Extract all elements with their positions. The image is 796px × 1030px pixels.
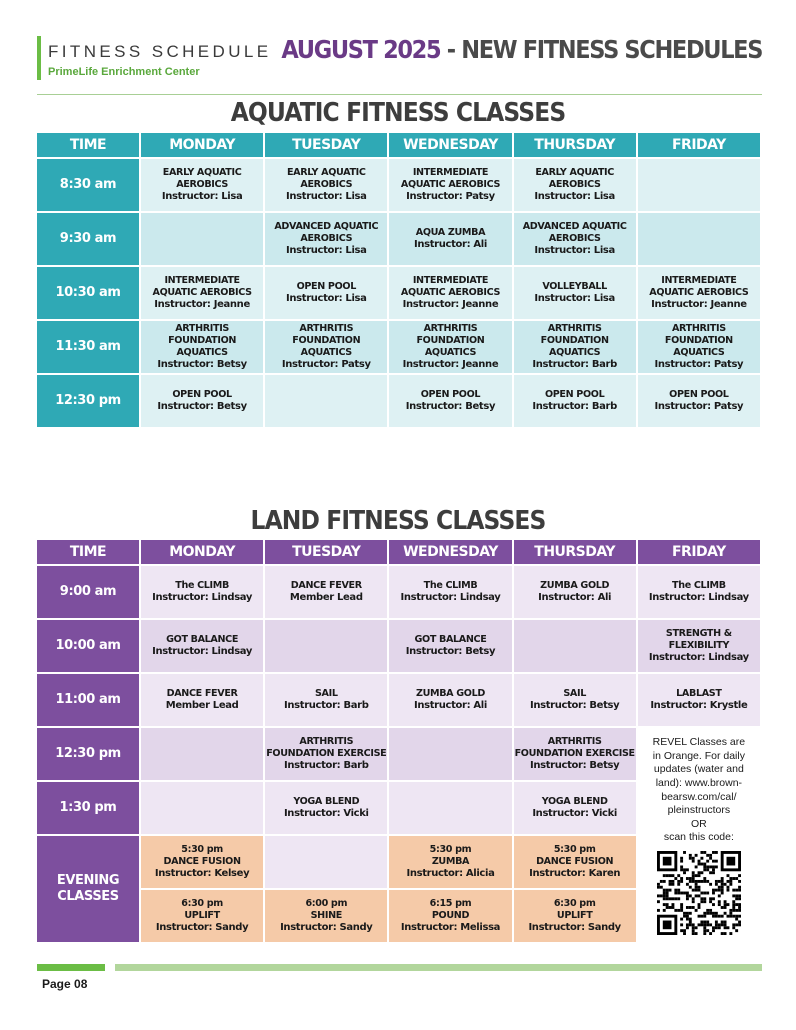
class-name: ZUMBA [431, 855, 470, 867]
class-time: 6:30 pm [181, 897, 223, 909]
class-name: YOGA BLEND [541, 795, 608, 807]
class-instructor: Instructor: Ali [538, 591, 612, 603]
class-instructor: Instructor: Betsy [405, 645, 496, 657]
class-cell [514, 890, 636, 942]
class-cell [514, 782, 636, 834]
class-cell [265, 566, 387, 618]
col-header-monday: MONDAY [141, 540, 263, 564]
class-name: The CLIMB [175, 579, 229, 591]
class-name: ARTHRITIS FOUNDATION AQUATICS [664, 322, 733, 358]
info-text-line: updates (water and [653, 763, 744, 776]
class-name: GOT BALANCE [166, 633, 239, 645]
class-name: ARTHRITIS FOUNDATION AQUATICS [292, 322, 361, 358]
headline-month: AUGUST 2025 [281, 35, 441, 64]
class-cell [514, 213, 636, 265]
class-instructor: Instructor: Krystle [650, 699, 748, 711]
time-slot: 8:30 am [37, 159, 139, 211]
info-text-line: land): www.brown- [655, 776, 743, 789]
table-row [37, 620, 760, 672]
class-name: ARTHRITIS FOUNDATION AQUATICS [540, 322, 609, 358]
class-instructor: Instructor: Alicia [406, 867, 495, 879]
class-instructor: Instructor: Melissa [400, 921, 501, 933]
class-cell [389, 267, 511, 319]
class-instructor: Member Lead [165, 699, 239, 711]
col-header-time: TIME [37, 540, 139, 564]
class-cell [141, 728, 263, 780]
class-name: ADVANCED AQUATIC AEROBICS [522, 220, 627, 244]
header-subtitle: PrimeLife Enrichment Center [48, 66, 200, 78]
class-instructor: Instructor: Patsy [406, 190, 495, 202]
class-instructor: Instructor: Lisa [534, 292, 615, 304]
class-time: 6:15 pm [429, 897, 472, 909]
class-instructor: Instructor: Ali [413, 238, 487, 250]
qr-code-icon[interactable] [657, 851, 741, 935]
class-cell [638, 566, 760, 618]
table-row [37, 728, 760, 780]
class-time: 5:30 pm [553, 843, 596, 855]
class-name: EARLY AQUATIC AEROBICS [286, 166, 366, 190]
class-name: GOT BALANCE [414, 633, 487, 645]
class-name: LABLAST [676, 687, 722, 699]
class-instructor: Instructor: Barb [284, 699, 369, 711]
col-header-thursday: THURSDAY [514, 133, 636, 157]
class-cell [514, 159, 636, 211]
class-name: ZUMBA GOLD [415, 687, 485, 699]
class-instructor: Instructor: Karen [529, 867, 621, 879]
table-row [37, 267, 760, 319]
class-cell [389, 782, 511, 834]
time-slot: 10:30 am [37, 267, 139, 319]
class-cell [638, 620, 760, 672]
headline-rest: - NEW FITNESS SCHEDULES [440, 35, 762, 64]
class-instructor: Instructor: Sandy [280, 921, 373, 933]
class-cell [265, 890, 387, 942]
class-instructor: Instructor: Barb [284, 759, 369, 771]
class-name: VOLLEYBALL [542, 280, 607, 292]
class-instructor: Instructor: Lisa [286, 190, 367, 202]
class-cell [638, 267, 760, 319]
class-name: EARLY AQUATIC AEROBICS [535, 166, 614, 190]
class-cell [141, 267, 263, 319]
time-slot: 11:00 am [37, 674, 139, 726]
class-cell [638, 321, 760, 373]
time-slot: 1:30 pm [37, 782, 139, 834]
col-header-friday: FRIDAY [638, 540, 760, 564]
class-name: The CLIMB [672, 579, 726, 591]
time-slot: 11:30 am [37, 321, 139, 373]
col-header-wednesday: WEDNESDAY [389, 133, 511, 157]
class-name: OPEN POOL [544, 388, 605, 400]
evening-classes-label: EVENING CLASSES [37, 836, 139, 942]
table-row [37, 566, 760, 618]
class-cell [265, 159, 387, 211]
class-instructor: Instructor: Patsy [654, 358, 744, 370]
class-name: AQUA ZUMBA [415, 226, 486, 238]
class-name: DANCE FEVER [166, 687, 238, 699]
class-time: 5:30 pm [181, 843, 223, 855]
class-instructor: Instructor: Jeanne [154, 298, 250, 310]
class-cell [141, 836, 263, 888]
class-instructor: Instructor: Patsy [654, 400, 744, 412]
class-cell [389, 159, 511, 211]
class-instructor: Instructor: Barb [532, 358, 617, 370]
class-instructor: Instructor: Jeanne [651, 298, 747, 310]
header-title: FITNESS SCHEDULE [48, 42, 272, 61]
class-cell [389, 375, 511, 427]
class-name: The CLIMB [423, 579, 478, 591]
col-header-thursday: THURSDAY [514, 540, 636, 564]
class-instructor: Member Lead [289, 591, 363, 603]
class-time: 6:00 pm [305, 897, 348, 909]
class-cell [389, 566, 511, 618]
class-name: DANCE FEVER [290, 579, 362, 591]
header-divider [37, 94, 762, 95]
class-instructor: Instructor: Vicki [283, 807, 369, 819]
table-row [37, 213, 760, 265]
class-instructor: Instructor: Betsy [157, 358, 247, 370]
class-instructor: Instructor: Betsy [529, 699, 620, 711]
col-header-wednesday: WEDNESDAY [389, 540, 511, 564]
class-name: STRENGTH & FLEXIBILITY [665, 627, 732, 651]
class-instructor: Instructor: Betsy [405, 400, 496, 412]
class-cell [389, 728, 511, 780]
class-instructor: Instructor: Lisa [534, 244, 615, 256]
land-header-row [37, 540, 760, 564]
class-instructor: Instructor: Sandy [528, 921, 621, 933]
class-instructor: Instructor: Lisa [534, 190, 615, 202]
class-instructor: Instructor: Patsy [281, 358, 371, 370]
info-text-line: pleinstructors [667, 804, 731, 817]
class-instructor: Instructor: Vicki [532, 807, 617, 819]
class-cell [514, 674, 636, 726]
table-row [37, 674, 760, 726]
class-cell [514, 375, 636, 427]
class-time: 5:30 pm [429, 843, 472, 855]
class-cell [638, 375, 760, 427]
class-name: ARTHRITIS FOUNDATION AQUATICS [416, 322, 485, 358]
col-header-time: TIME [37, 133, 139, 157]
class-name: ARTHRITIS FOUNDATION EXERCISE [266, 735, 387, 759]
land-section-title: LAND FITNESS CLASSES [250, 506, 546, 536]
class-instructor: Instructor: Lisa [286, 292, 367, 304]
class-name: EARLY AQUATIC AEROBICS [162, 166, 242, 190]
col-header-friday: FRIDAY [638, 133, 760, 157]
class-cell [265, 321, 387, 373]
footer-accent-bar [37, 964, 105, 971]
class-cell [265, 728, 387, 780]
class-cell [141, 566, 263, 618]
class-cell [389, 620, 511, 672]
class-name: INTERMEDIATE AQUATIC AEROBICS [152, 274, 252, 298]
class-name: SHINE [310, 909, 342, 921]
aquatic-header-row [37, 133, 760, 157]
class-instructor: Instructor: Lindsay [152, 645, 253, 657]
class-cell [265, 782, 387, 834]
class-cell [265, 674, 387, 726]
time-slot: 12:30 pm [37, 375, 139, 427]
class-name: OPEN POOL [172, 388, 232, 400]
class-cell [265, 836, 387, 888]
page-headline [281, 35, 762, 64]
class-instructor: Instructor: Betsy [529, 759, 620, 771]
info-text-line: in Orange. For daily [652, 749, 745, 762]
class-cell [389, 213, 511, 265]
class-cell [141, 890, 263, 942]
time-slot: 10:00 am [37, 620, 139, 672]
class-cell [514, 620, 636, 672]
class-cell [141, 782, 263, 834]
aquatic-schedule-table [35, 131, 762, 429]
class-name: ARTHRITIS FOUNDATION AQUATICS [168, 322, 237, 358]
time-slot: 12:30 pm [37, 728, 139, 780]
info-text-line: OR [691, 817, 707, 830]
col-header-monday: MONDAY [141, 133, 263, 157]
page-number: Page 08 [42, 977, 88, 991]
class-instructor: Instructor: Jeanne [402, 358, 499, 370]
time-slot: 9:30 am [37, 213, 139, 265]
class-instructor: Instructor: Kelsey [154, 867, 250, 879]
class-instructor: Instructor: Barb [532, 400, 617, 412]
class-cell [141, 213, 263, 265]
aquatic-section-title: AQUATIC FITNESS CLASSES [230, 98, 566, 128]
class-cell [514, 566, 636, 618]
class-instructor: Instructor: Lindsay [648, 591, 749, 603]
class-cell [265, 267, 387, 319]
class-time: 6:30 pm [553, 897, 596, 909]
time-slot: 9:00 am [37, 566, 139, 618]
col-header-tuesday: TUESDAY [265, 133, 387, 157]
class-instructor: Instructor: Betsy [157, 400, 247, 412]
class-name: YOGA BLEND [293, 795, 360, 807]
class-name: INTERMEDIATE AQUATIC AEROBICS [649, 274, 749, 298]
class-name: UPLIFT [556, 909, 593, 921]
class-instructor: Instructor: Lisa [161, 190, 243, 202]
header-accent-bar [37, 36, 41, 80]
class-cell [389, 836, 511, 888]
class-cell [265, 375, 387, 427]
class-instructor: Instructor: Lisa [286, 244, 367, 256]
class-cell [141, 674, 263, 726]
class-instructor: Instructor: Lindsay [152, 591, 253, 603]
class-name: OPEN POOL [296, 280, 356, 292]
class-cell [514, 267, 636, 319]
class-cell [638, 213, 760, 265]
class-name: DANCE FUSION [536, 855, 614, 867]
class-name: UPLIFT [184, 909, 220, 921]
class-cell [514, 836, 636, 888]
class-name: OPEN POOL [420, 388, 481, 400]
class-instructor: Instructor: Lindsay [400, 591, 501, 603]
class-name: ADVANCED AQUATIC AEROBICS [274, 220, 379, 244]
class-instructor: Instructor: Jeanne [402, 298, 499, 310]
class-name: ARTHRITIS FOUNDATION EXERCISE [514, 735, 635, 759]
class-name: ZUMBA GOLD [540, 579, 610, 591]
table-row [37, 159, 760, 211]
land-schedule-table [35, 538, 762, 944]
class-name: SAIL [563, 687, 586, 699]
class-name: INTERMEDIATE AQUATIC AEROBICS [400, 166, 501, 190]
class-cell [389, 890, 511, 942]
footer-divider-bar [115, 964, 762, 971]
class-cell [141, 321, 263, 373]
class-cell [389, 321, 511, 373]
class-name: OPEN POOL [669, 388, 729, 400]
class-name: POUND [431, 909, 470, 921]
class-name: INTERMEDIATE AQUATIC AEROBICS [400, 274, 501, 298]
class-instructor: Instructor: Sandy [155, 921, 249, 933]
class-cell [514, 728, 636, 780]
class-cell [514, 321, 636, 373]
class-cell [265, 620, 387, 672]
class-name: SAIL [314, 687, 338, 699]
class-name: DANCE FUSION [163, 855, 241, 867]
class-instructor: Instructor: Ali [413, 699, 487, 711]
table-row [37, 375, 760, 427]
class-instructor: Instructor: Lindsay [648, 651, 749, 663]
class-cell [638, 674, 760, 726]
revel-info-box [638, 728, 760, 942]
class-cell [141, 620, 263, 672]
class-cell [265, 213, 387, 265]
class-cell [141, 375, 263, 427]
info-text-line: bearsw.com/cal/ [661, 790, 737, 803]
class-cell [389, 674, 511, 726]
col-header-tuesday: TUESDAY [265, 540, 387, 564]
table-row [37, 321, 760, 373]
class-cell [638, 159, 760, 211]
info-text-line: REVEL Classes are [652, 736, 746, 748]
info-text-line: scan this code: [663, 831, 734, 844]
class-cell [141, 159, 263, 211]
